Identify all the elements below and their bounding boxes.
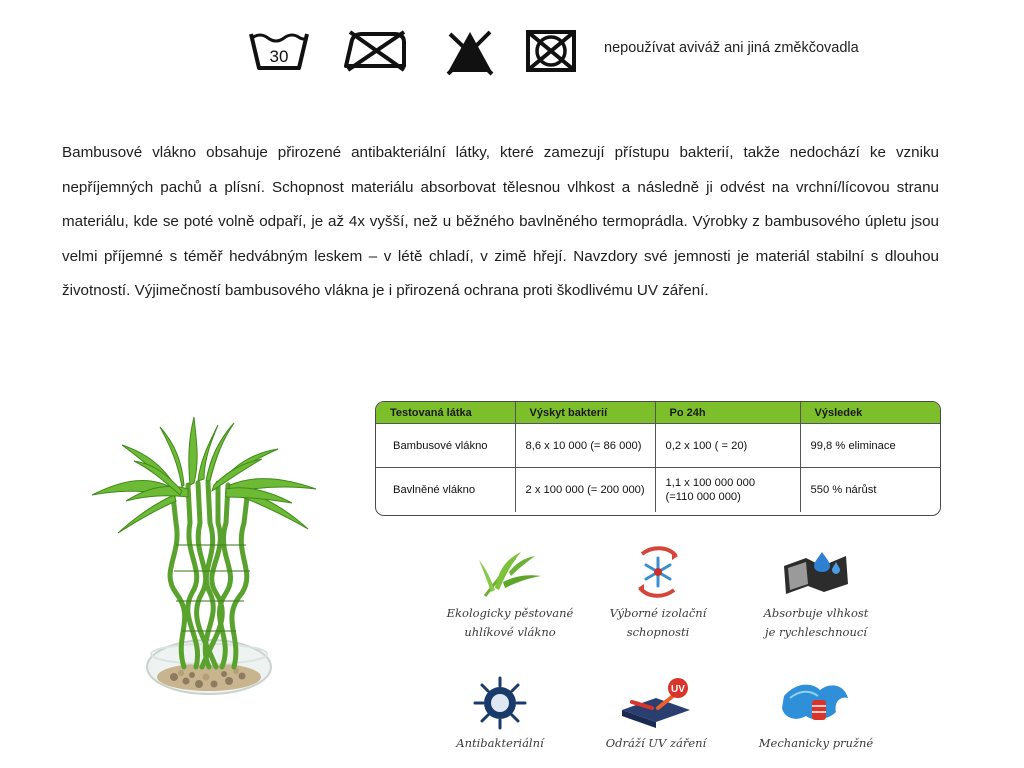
feature-label: Výborné izolační bbox=[609, 606, 707, 620]
feature-label: Mechanicky pružné bbox=[758, 736, 874, 750]
table-header-cell: Výsledek bbox=[800, 402, 940, 424]
bamboo-leaf-icon bbox=[475, 548, 545, 600]
care-note: nepoužívat aviváž ani jiná změkčovadla bbox=[604, 40, 859, 56]
table-cell: 550 % nárůst bbox=[810, 484, 877, 496]
description-paragraph: Bambusové vlákno obsahuje přirozené antibakteriální látky, které zamezují přístupu bakterií, takže nedochází ke vzniku nepříjemných pachů a plísní. Schopnost materiálu absorbovat tělesnou vlhkost a následně ji odvést na vrchní/lícovou stranu materiálu, kde se poté volně odpaří, je až 4x vyšší, než u běžného bavlněného termoprádla. Výrobky z bambusového úpletu jsou velmi příjemné s téměř hedvábným leskem – v létě chladí, v zimě hřejí. Navzdory své jemnosti je materiál stabilní s dlouhou životností. Výjimečností bambusového vlákna je i přirozená ochrana proti škodlivému UV záření. bbox=[62, 144, 939, 300]
feature-label: Odráží UV záření bbox=[605, 736, 707, 750]
no-tumble-dry-icon bbox=[524, 28, 578, 74]
care-symbols-row bbox=[244, 28, 1004, 78]
table-cell: 8,6 x 10 000 (= 86 000) bbox=[515, 424, 655, 468]
feature-elastic bbox=[736, 676, 896, 753]
antibacterial-icon bbox=[469, 676, 531, 730]
no-ironing-icon bbox=[342, 28, 408, 72]
table-cell: 1,1 x 100 000 000 (=110 000 000) bbox=[655, 468, 800, 513]
table-row bbox=[376, 424, 940, 468]
elastic-icon bbox=[778, 676, 854, 730]
table-cell: Bavlněné vlákno bbox=[376, 468, 515, 513]
feature-label: je rychleschnoucí bbox=[765, 625, 867, 639]
svg-text:UV: UV bbox=[671, 684, 685, 695]
wash-30-icon bbox=[248, 28, 310, 74]
feature-label: Absorbuje vlhkost bbox=[763, 606, 869, 620]
moisture-absorb-icon bbox=[778, 544, 854, 600]
feature-label: uhlíkové vlákno bbox=[464, 625, 556, 639]
table-row bbox=[376, 468, 940, 513]
table-header-cell: Testovaná látka bbox=[376, 402, 515, 424]
table-cell: 0,2 x 100 ( = 20) bbox=[655, 424, 800, 468]
uv-reflect-icon bbox=[618, 676, 694, 730]
no-bleach-icon bbox=[444, 28, 496, 76]
feature-label: schopnosti bbox=[626, 625, 690, 639]
svg-text:30: 30 bbox=[269, 47, 289, 66]
insulation-icon bbox=[628, 544, 688, 600]
feature-label: Antibakteriální bbox=[456, 736, 544, 750]
bamboo-plant-image bbox=[64, 405, 354, 720]
feature-eco-fiber bbox=[430, 548, 590, 642]
table-cell: Bambusové vlákno bbox=[376, 424, 515, 468]
table-cell: 2 x 100 000 (= 200 000) bbox=[515, 468, 655, 513]
feature-uv bbox=[576, 676, 736, 753]
table-header-cell: Po 24h bbox=[655, 402, 800, 424]
feature-insulation bbox=[578, 544, 738, 642]
feature-label: Ekologicky pěstované bbox=[446, 606, 574, 620]
feature-antibacterial bbox=[420, 676, 580, 753]
bacteria-comparison-table bbox=[375, 401, 941, 516]
table-header-cell: Výskyt bakterií bbox=[515, 402, 655, 424]
feature-moisture bbox=[736, 544, 896, 642]
table-cell: 99,8 % eliminace bbox=[800, 424, 940, 468]
